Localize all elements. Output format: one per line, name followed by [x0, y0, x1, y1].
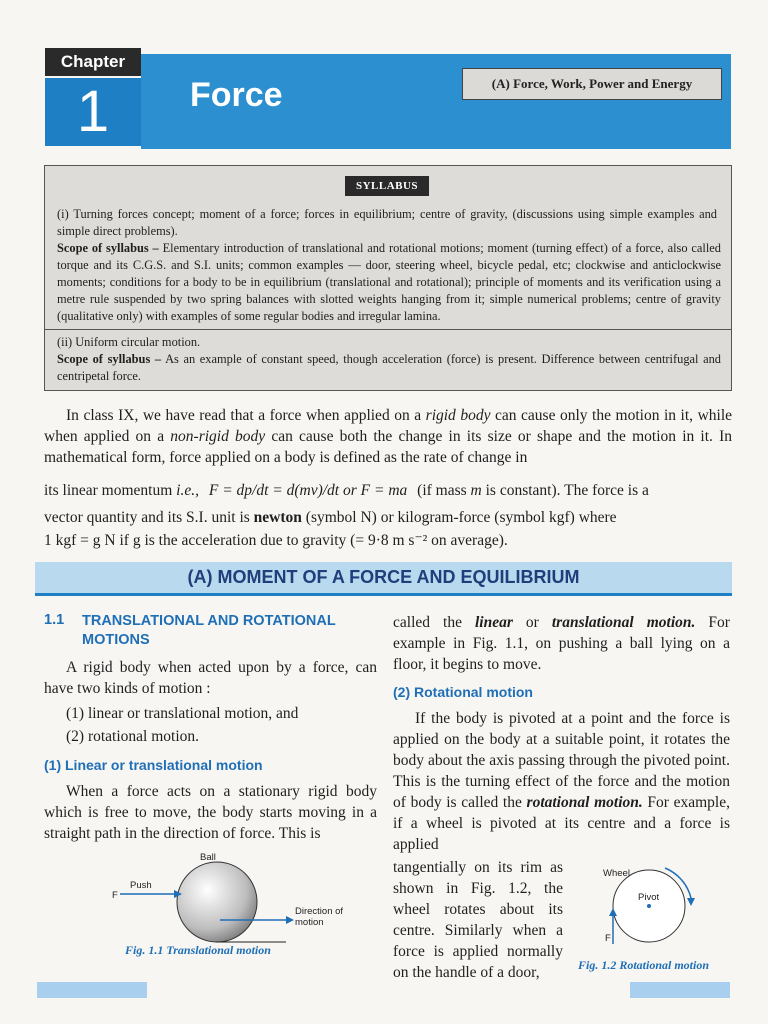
syllabus-badge: SYLLABUS	[345, 176, 429, 196]
section-label: (A) Force, Work, Power and Energy	[462, 68, 722, 100]
right-paragraph-1: called the linear or translational motion. For example in Fig. 1.1, on pushing a ball lying on a floor, it begins to move.	[393, 614, 730, 673]
fig1-ball-label: Ball	[200, 852, 216, 863]
subheading-rotational: (2) Rotational motion	[393, 684, 533, 700]
fig2-caption: Fig. 1.2 Rotational motion	[578, 958, 710, 972]
rotation-arrowhead	[687, 898, 695, 906]
left-paragraph-2: When a force acts on a stationary rigid body which is free to move, the body starts moving in a straight path in the direction of force. This is	[44, 783, 377, 842]
intro-kgf-line: 1 kgf = g N if g is the acceleration due to gravity (= 9·8 m s⁻² on average).	[44, 532, 508, 549]
chapter-title: Force	[190, 76, 283, 114]
fig1-caption: Fig. 1.1 Translational motion	[125, 943, 271, 957]
chapter-label: Chapter	[45, 48, 141, 76]
section-banner-title: (A) MOMENT OF A FORCE AND EQUILIBRIUM	[187, 567, 580, 587]
left-paragraph-1: A rigid body when acted upon by a force, can have two kinds of motion :	[44, 659, 377, 697]
force-equation: F = dp/dt = d(mv)/dt or F = ma	[208, 482, 408, 499]
syllabus-divider	[45, 329, 731, 330]
fig1-f-label: F	[112, 890, 118, 901]
fig2-wheel-label: Wheel	[603, 868, 630, 879]
ball-shape	[177, 862, 257, 942]
list-item-1: (1) linear or translational motion, and	[66, 705, 299, 722]
intro-equation-line: its linear momentum i.e., F = dp/dt = d(mv)/dt or F = ma (if mass m is constant). The force is a	[44, 482, 649, 499]
fig1-direction-label: Direction of motion	[295, 906, 344, 928]
syllabus-item-2: (ii) Uniform circular motion.	[57, 335, 201, 349]
footer-bar-right	[630, 982, 730, 998]
fig2-f-label: F	[605, 933, 611, 944]
fig1-push-label: Push	[130, 880, 152, 891]
direction-arrowhead	[286, 916, 294, 924]
heading-translational-rotational: TRANSLATIONAL AND ROTATIONAL MOTIONS	[82, 613, 336, 648]
right-paragraph-2: If the body is pivoted at a point and the force is applied on the body at a suitable point, it rotates the body about the axis passing through the pivoted point. This is the turning effect of the force and the motion of body is called the rotational motion. For example, if a wheel is pivoted at its centre and a force is applied	[393, 710, 730, 853]
intro-paragraph: In class IX, we have read that a force when applied on a rigid body can cause only the motion in it, while when applied on a non-rigid body can cause both the change in its size or shape and the motion in it. In mathematical form, force applied on a body is defined as the rate of change in	[44, 407, 733, 466]
intro-unit-line: vector quantity and its S.I. unit is newton (symbol N) or kilogram-force (symbol kgf) where	[44, 509, 617, 526]
footer-bar-left	[37, 982, 147, 998]
syllabus-scope-2: Scope of syllabus – As an example of constant speed, though acceleration (force) is present. Difference between centrifugal and centripetal force.	[57, 352, 721, 383]
right-paragraph-3: tangentially on its rim as shown in Fig. 1.2, the wheel rotates about its centre. Similarly when a force is applied normally on the handle of a door,	[393, 859, 563, 981]
list-item-2: (2) rotational motion.	[66, 728, 200, 745]
subheading-linear: (1) Linear or translational motion	[44, 757, 263, 773]
fig2-pivot-label: Pivot	[638, 892, 660, 903]
chapter-number: 1	[45, 78, 141, 146]
pivot-point	[647, 904, 651, 908]
syllabus-box	[44, 165, 732, 391]
section-banner	[35, 562, 732, 596]
syllabus-scope-1: Scope of syllabus – Elementary introduction of translational and rotational motions; moment (turning effect) of a force, also called torque and its C.G.S. and S.I. units; common examples — door, steering wheel, bicycle pedal, etc; clockwise and anticlockwise moments; conditions for a body to be in equilibrium (translational and rotational); principle of moments and its verification using a metre rule suspended by two spring balances with slotted weights hanging from it; simple numerical problems; centre of gravity (qualitative only) with examples of some regular bodies and irregular lamina.	[57, 241, 721, 323]
heading-number: 1.1	[44, 612, 65, 628]
syllabus-item-1: (i) Turning forces concept; moment of a force; forces in equilibrium; centre of gravity, (discussions using simple examples and simple direct problems).	[57, 207, 717, 238]
